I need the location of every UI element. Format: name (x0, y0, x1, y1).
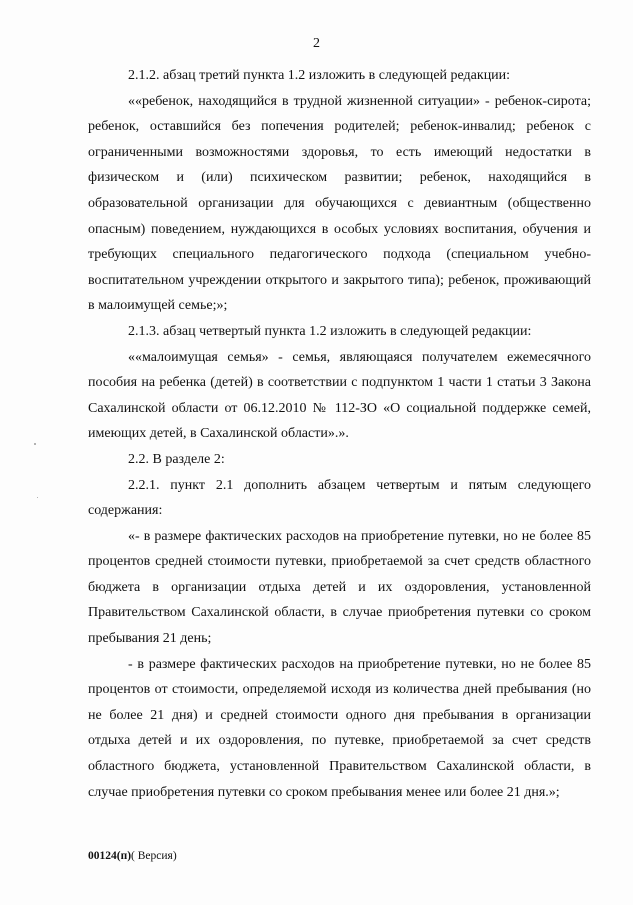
paragraph-2-2: 2.2. В разделе 2: (128, 451, 225, 467)
document-version: ( Версия) (131, 850, 177, 862)
document-body (88, 63, 591, 805)
document-footer (88, 850, 177, 862)
scan-speck (37, 497, 38, 498)
paragraph-low-income-family-definition: ««малоимущая семья» - семья, являющаяся получателем ежемесячного пособия на ребенка (детей) в соответствии с подпунктом 1 части 1 статьи 3 Закона Сахалинской области от 06.12.2010 № 112-ЗО «О социальной поддержке семей, имеющих детей, в Сахалинской области».». (88, 349, 591, 442)
paragraph-2-2-1: 2.2.1. пункт 2.1 дополнить абзацем четвертым и пятым следующего содержания: (88, 477, 591, 519)
paragraph-voucher-other-duration: - в размере фактических расходов на приобретение путевки, но не более 85 процентов от стоимости, определяемой исходя из количества дней пребывания (но не более 21 дня) и средней стоимости одного дня пребывания в организации отдыха детей и их оздоровления, по путевке, приобретаемой за счет средств областного бюджета, установленной Правительством Сахалинской области, в случае приобретения путевки со сроком пребывания менее или более 21 дня.»; (88, 656, 591, 800)
paragraph-voucher-21-days: «- в размере фактических расходов на приобретение путевки, но не более 85 процентов средней стоимости путевки, приобретаемой за счет средств областного бюджета в организации отдыха детей и их оздоровления, установленной Правительством Сахалинской области, в случае приобретения путевки со сроком пребывания 21 день; (88, 528, 591, 647)
document-code: 00124(п) (88, 850, 132, 862)
page-number: 2 (313, 36, 320, 51)
scan-speck (34, 443, 36, 445)
paragraph-2-1-2: 2.1.2. абзац третий пункта 1.2 изложить в следующей редакции: (128, 68, 511, 83)
paragraph-child-difficult-situation-definition: ««ребенок, находящийся в трудной жизненной ситуации» - ребенок-сирота; ребенок, оставшийся без попечения родителей; ребенок-инвалид; ребенок с ограниченными возможностями здоровья, то есть имеющий недостатки в физическом и (или) психическом развитии; ребенок, находящийся в образовательной организации для обучающихся с девиантным (общественно опасным) поведением, нуждающихся в особых условиях воспитания, обучения и требующих специального педагогического подхода (специальном учебно-воспитательном учреждении открытого и закрытого типа); ребенок, проживающий в малоимущей семье;»; (88, 93, 591, 314)
paragraph-2-1-3: 2.1.3. абзац четвертый пункта 1.2 изложить в следующей редакции: (128, 323, 532, 339)
